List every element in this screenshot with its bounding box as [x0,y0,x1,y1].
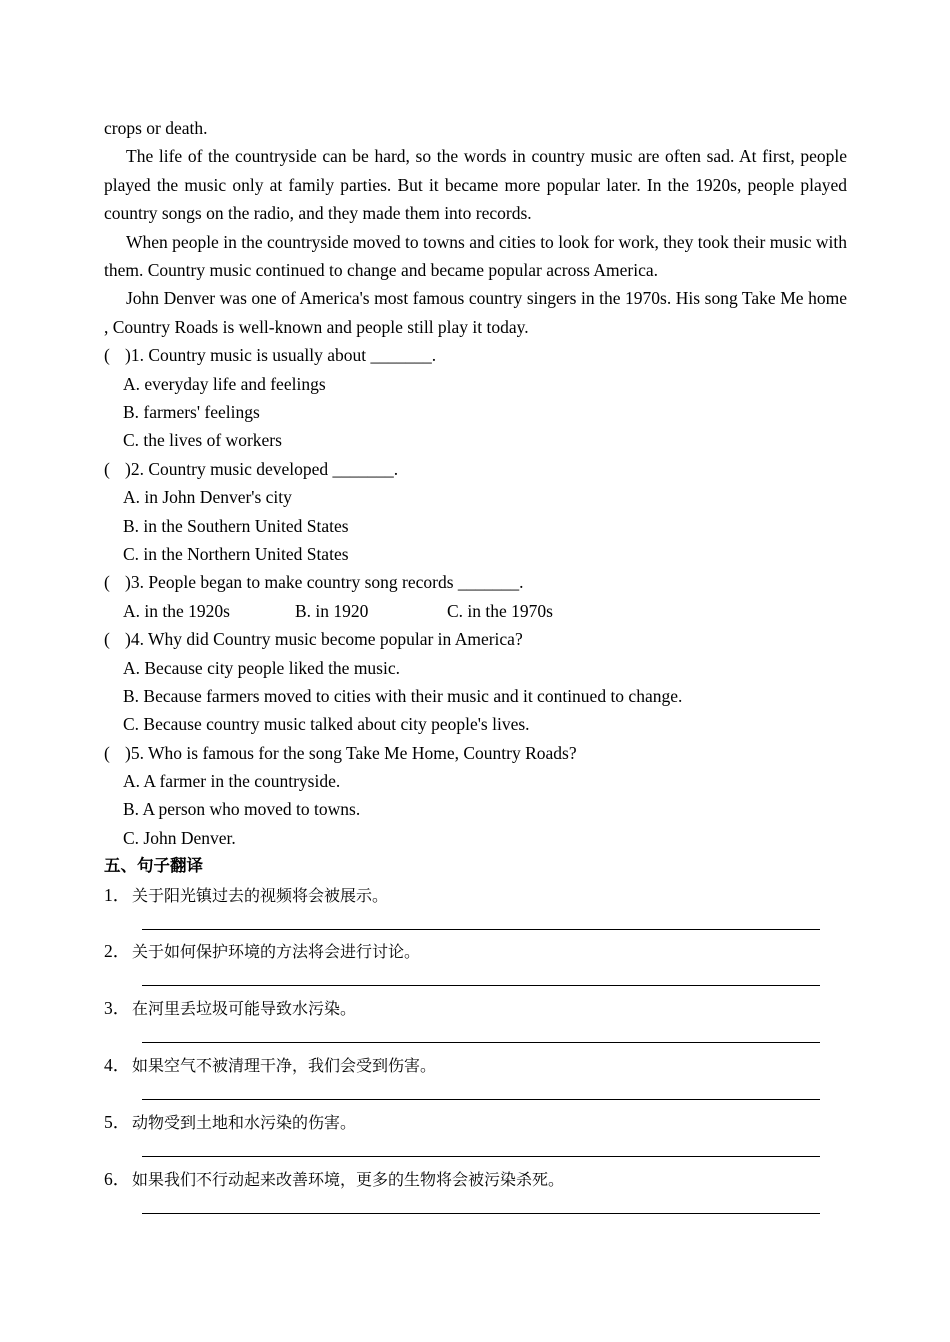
item-number: 4． [104,1055,131,1076]
question-3 [104,568,847,596]
option-c: C. in the 1970s [447,600,553,621]
item-number: 3． [104,998,131,1019]
option-c: C. John Denver. [123,827,236,848]
item-prompt: 如果我们不行动起来改善环境，更多的生物将会被污染杀死。 [132,1169,565,1189]
translation-item [104,1108,847,1165]
option-a: A. A farmer in the countryside. [123,771,341,792]
passage-paragraph-2: When people in the countryside moved to towns and cities to look for work, they took their music with them. Country music continued to change and became popular across America. [104,231,847,281]
option-b: B. A person who moved to towns. [123,799,361,820]
answer-line[interactable] [142,985,820,986]
section-title: 五、句子翻译 [104,856,203,876]
question-stem: )5. Who is famous for the song Take Me Home, Country Roads? [125,742,577,763]
item-prompt: 如果空气不被清理干净，我们会受到伤害。 [132,1056,437,1076]
item-number: 5． [104,1111,131,1132]
worksheet-page [104,114,847,1221]
answer-line[interactable] [142,1042,820,1043]
option-a: A. in the 1920s [123,600,230,621]
question-5 [104,739,847,767]
translation-item [104,1051,847,1108]
answer-bracket[interactable]: ( [104,458,110,479]
item-prompt: 在河里丢垃圾可能导致水污染。 [132,999,357,1019]
translation-item [104,881,847,938]
option-b: B. in 1920 [295,600,369,621]
option-b: B. farmers' feelings [123,402,260,423]
item-number: 6． [104,1168,131,1189]
option-c: C. the lives of workers [123,430,282,451]
question-1 [104,341,847,369]
item-number: 1． [104,884,131,905]
option-a: A. Because city people liked the music. [123,657,401,678]
answer-line[interactable] [142,929,820,930]
answer-bracket[interactable]: ( [104,345,110,366]
translation-item [104,937,847,994]
reading-passage [104,114,847,341]
option-b: B. Because farmers moved to cities with their music and it continued to change. [123,685,683,706]
translation-item [104,1165,847,1222]
translation-item [104,994,847,1051]
question-stem: )3. People began to make country song records _______. [125,572,524,593]
question-2 [104,455,847,483]
answer-line[interactable] [142,1213,820,1214]
question-list [104,341,847,852]
option-a: A. in John Denver's city [123,487,292,508]
answer-bracket[interactable]: ( [104,742,110,763]
option-row [104,597,847,625]
item-prompt: 关于如何保护环境的方法将会进行讨论。 [132,942,421,962]
question-stem: )2. Country music developed _______. [125,458,399,479]
answer-bracket[interactable]: ( [104,629,110,650]
question-stem: )4. Why did Country music become popular in America? [125,629,523,650]
answer-line[interactable] [142,1099,820,1100]
passage-fragment: crops or death. [104,118,208,138]
item-prompt: 关于阳光镇过去的视频将会被展示。 [132,885,389,905]
option-c: C. Because country music talked about city people's lives. [123,714,530,735]
passage-paragraph-1: The life of the countryside can be hard, so the words in country music are often sad. At first, people played the music only at family parties. But it became more popular later. In the 1920s, people played country songs on the radio, and they made them into records. [104,146,847,224]
answer-bracket[interactable]: ( [104,572,110,593]
option-b: B. in the Southern United States [123,515,349,536]
option-a: A. everyday life and feelings [123,373,326,394]
item-number: 2． [104,941,131,962]
question-4 [104,625,847,653]
answer-line[interactable] [142,1156,820,1157]
question-stem: )1. Country music is usually about _______. [125,345,437,366]
passage-paragraph-3: John Denver was one of America's most famous country singers in the 1970s. His song Take Me home , Country Roads is well-known and people still play it today. [104,288,847,337]
translation-list [104,881,847,1222]
item-prompt: 动物受到土地和水污染的伤害。 [132,1112,357,1132]
option-c: C. in the Northern United States [123,543,349,564]
